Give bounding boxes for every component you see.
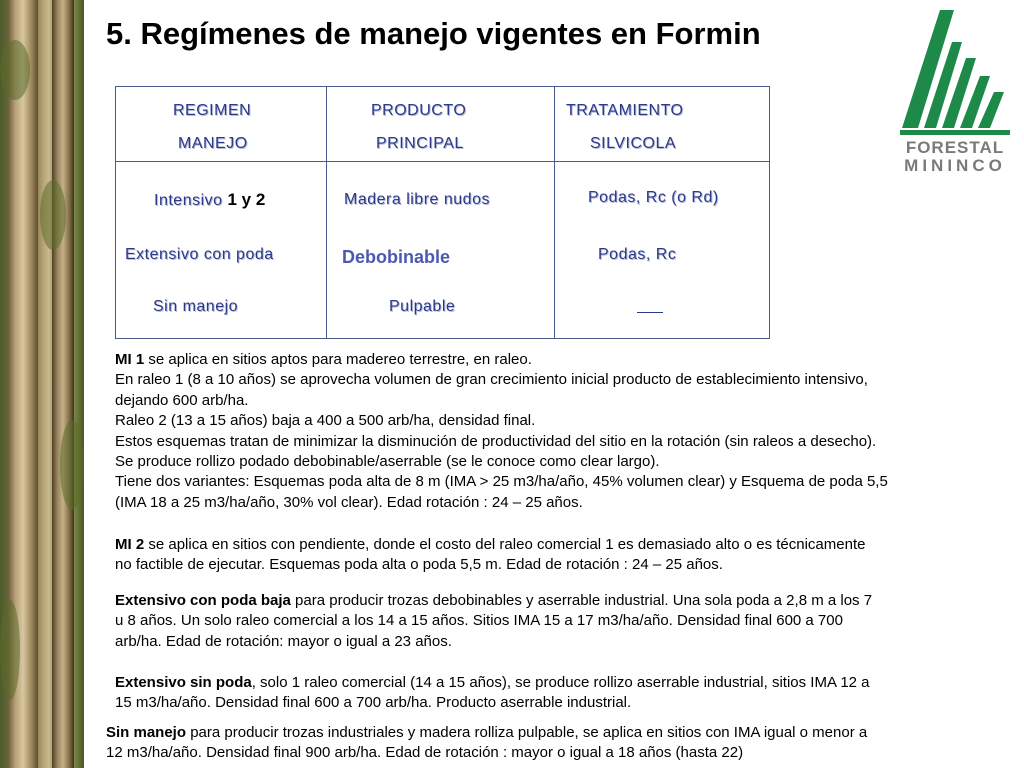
- paragraph-extensivo-sin-poda: [115, 673, 870, 714]
- regimen-table: [115, 86, 770, 339]
- ecp-line: u 8 años. Un solo raleo comercial a los 14 a 15 años. Sitios IMA 15 a 17 m3/ha/año. Densidad final 600 a 700: [115, 612, 843, 630]
- mi1-line: Se produce rollizo podado debobinable/aserrable (se le conoce como clear largo).: [115, 453, 660, 471]
- header-producto-l1: PRODUCTO: [371, 102, 467, 119]
- foliage: [40, 180, 66, 250]
- table-divider: [116, 161, 769, 162]
- esp-text: , solo 1 raleo comercial (14 a 15 años), se produce rollizo aserrable industrial, sitios IMA 12 a: [251, 674, 870, 691]
- esp-line: 15 m3/ha/año. Densidad final 600 a 700 arb/ha. Producto aserrable industrial.: [115, 694, 632, 712]
- row-1-regimen-suffix: 1 y 2: [227, 190, 266, 209]
- logo-line-1: FORESTAL: [905, 138, 1005, 157]
- header-regimen-l2: MANEJO: [178, 135, 248, 152]
- row-3-tratamiento-dash: [637, 312, 663, 313]
- mi2-text: se aplica en sitios con pendiente, donde el costo del raleo comercial 1 es demasiado alto o es técnicamente: [144, 536, 866, 553]
- ecp-line: [115, 591, 872, 611]
- row-1-regimen: [154, 190, 265, 210]
- mi1-line: dejando 600 arb/ha.: [115, 391, 249, 409]
- row-3-regimen: Sin manejo: [153, 298, 239, 315]
- row-3-producto: Pulpable: [389, 298, 456, 315]
- mi1-text: se aplica en sitios aptos para madereo terrestre, en raleo.: [144, 351, 532, 368]
- mi1-line: [115, 350, 888, 370]
- mi1-bold: MI 1: [115, 351, 145, 368]
- esp-line: [115, 673, 870, 693]
- esp-bold: Extensivo sin poda: [115, 674, 252, 691]
- header-producto-l2: PRINCIPAL: [376, 135, 464, 152]
- sm-bold: Sin manejo: [106, 724, 187, 741]
- ecp-bold: Extensivo con poda baja: [115, 592, 291, 609]
- logo-mark-icon: [896, 6, 1014, 138]
- paragraph-mi1: [115, 350, 888, 513]
- mi1-line: Raleo 2 (13 a 15 años) baja a 400 a 500 arb/ha, densidad final.: [115, 412, 536, 430]
- mi1-line: Estos esquemas tratan de minimizar la disminución de productividad del sitio en la rotación (sin raleos a desecho).: [115, 432, 877, 450]
- header-regimen-l1: REGIMEN: [173, 102, 252, 119]
- mi2-bold: MI 2: [115, 536, 145, 553]
- paragraph-extensivo-con-poda: [115, 591, 872, 652]
- mi2-line: no factible de ejecutar. Esquemas poda alta o poda 5,5 m. Edad de rotación : 24 – 25 años.: [115, 556, 723, 574]
- foliage: [60, 420, 84, 510]
- table-divider: [326, 87, 327, 338]
- row-2-tratamiento: Podas, Rc: [598, 246, 677, 263]
- paragraph-mi2: [115, 535, 865, 576]
- tree-trunk: [52, 0, 74, 768]
- row-1-regimen-label: Intensivo: [154, 192, 223, 209]
- row-1-tratamiento: Podas, Rc (o Rd): [588, 189, 719, 206]
- sm-text: para producir trozas industriales y madera rolliza pulpable, se aplica en sitios con IMA igual o menor a: [186, 724, 868, 741]
- forest-photo-strip: [0, 0, 84, 768]
- mi1-line: (IMA 18 a 25 m3/ha/año, 30% vol clear). Edad rotación : 24 – 25 años.: [115, 493, 583, 511]
- foliage: [0, 600, 20, 700]
- mi1-line: Tiene dos variantes: Esquemas poda alta de 8 m (IMA > 25 m3/ha/año, 45% volumen clear) y Esquema de poda 5,5: [115, 473, 888, 491]
- foliage: [0, 40, 30, 100]
- row-2-regimen: Extensivo con poda: [125, 246, 274, 263]
- forestal-mininco-logo: [896, 6, 1014, 176]
- logo-line-2: MININCO: [904, 156, 1006, 175]
- ecp-line: arb/ha. Edad de rotación: mayor o igual a 23 años.: [115, 632, 452, 650]
- mi2-line: [115, 535, 865, 555]
- table-divider: [554, 87, 555, 338]
- header-tratamiento-l1: TRATAMIENTO: [566, 102, 684, 119]
- paragraph-sin-manejo: [106, 723, 867, 764]
- sm-line: [106, 723, 867, 743]
- row-1-producto: Madera libre nudos: [344, 191, 490, 208]
- mi1-line: En raleo 1 (8 a 10 años) se aprovecha volumen de gran crecimiento inicial producto de establecimiento intensivo,: [115, 371, 868, 389]
- header-tratamiento-l2: SILVICOLA: [590, 135, 677, 152]
- row-2-producto: Debobinable: [342, 247, 451, 267]
- page-title: 5. Regímenes de manejo vigentes en Formin: [106, 16, 761, 51]
- ecp-text: para producir trozas debobinables y aserrable industrial. Una sola poda a 2,8 m a los 7: [290, 592, 873, 609]
- sm-line: 12 m3/ha/año. Densidad final 900 arb/ha. Edad de rotación : mayor o igual a 18 años (hasta 22): [106, 744, 744, 762]
